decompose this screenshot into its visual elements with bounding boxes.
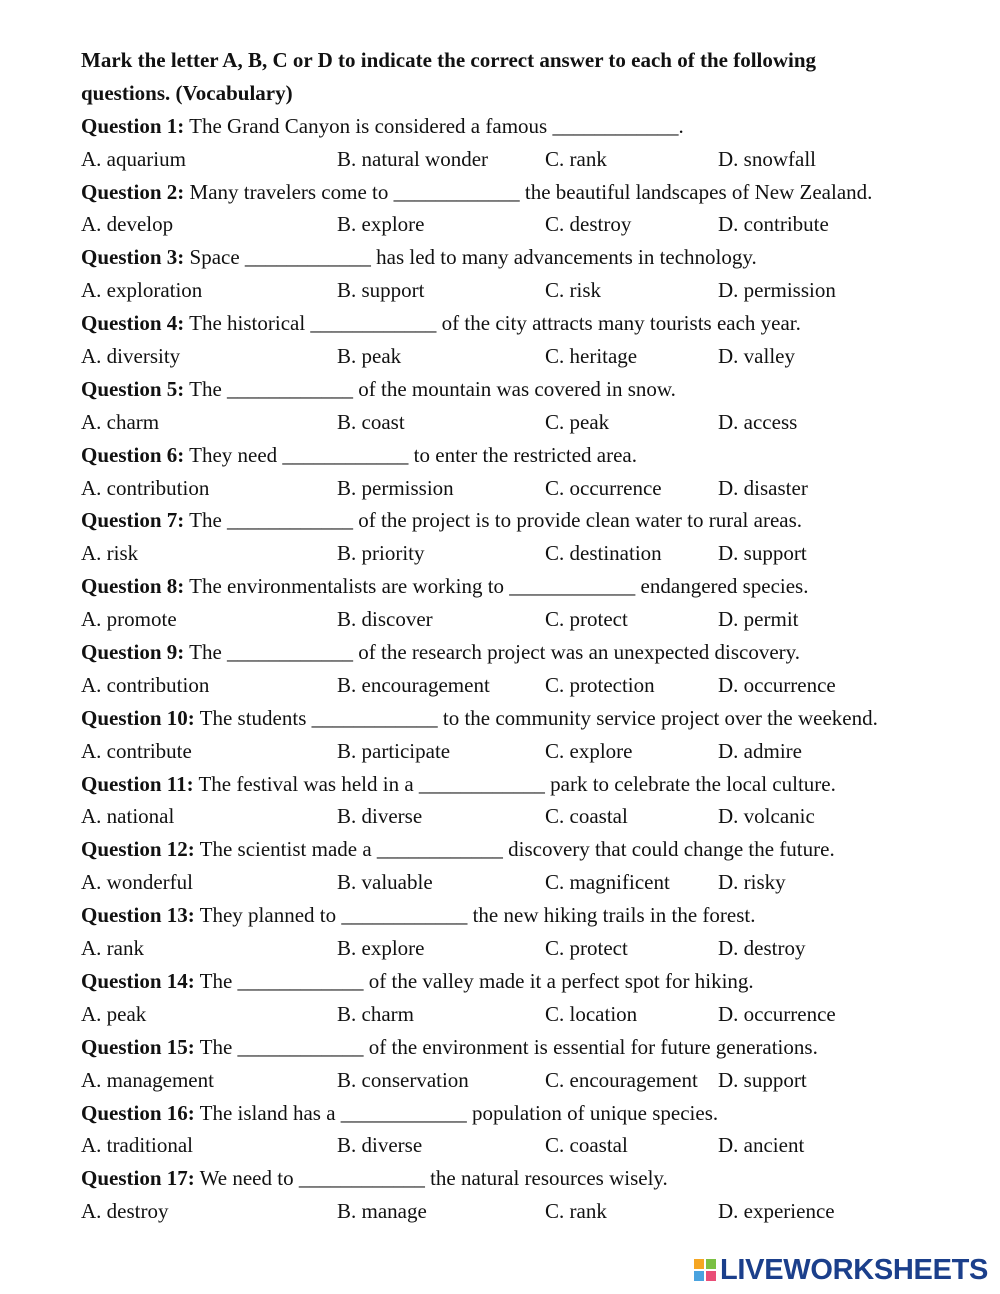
answer-options (81, 472, 981, 505)
question-label: Question 14: (81, 968, 195, 993)
option-b[interactable]: B. explore (337, 212, 425, 237)
answer-options (81, 1129, 981, 1162)
option-d[interactable]: D. admire (718, 738, 802, 763)
option-c[interactable]: C. coastal (545, 804, 628, 829)
question-text: The ____________ of the project is to provide clean water to rural areas. (184, 508, 803, 533)
option-c[interactable]: C. destroy (545, 212, 632, 237)
question-15 (81, 1031, 981, 1064)
mark-square-1 (694, 1259, 704, 1269)
question-text: The students ____________ to the community service project over the weekend. (194, 705, 878, 730)
option-a[interactable]: A. promote (81, 607, 177, 632)
question-2 (81, 176, 981, 209)
question-text: The ____________ of the valley made it a perfect spot for hiking. (194, 968, 754, 993)
option-d[interactable]: D. snowfall (718, 146, 816, 171)
option-a[interactable]: A. peak (81, 1001, 147, 1026)
question-label: Question 4: (81, 311, 185, 336)
option-a[interactable]: A. contribution (81, 475, 210, 500)
question-label: Question 8: (81, 574, 185, 599)
question-label: Question 6: (81, 442, 185, 467)
option-d[interactable]: D. access (718, 409, 798, 434)
option-a[interactable]: A. national (81, 804, 175, 829)
option-a[interactable]: A. wonderful (81, 870, 193, 895)
question-7 (81, 504, 981, 537)
option-c[interactable]: C. protect (545, 607, 628, 632)
liveworksheets-wordmark: LIVEWORKSHEETS (720, 1254, 989, 1286)
question-text: The historical ____________ of the city attracts many tourists each year. (184, 311, 801, 336)
option-c[interactable]: C. protection (545, 672, 655, 697)
mark-square-4 (706, 1271, 716, 1281)
question-label: Question 11: (81, 771, 194, 796)
question-13 (81, 899, 981, 932)
question-label: Question 1: (81, 113, 185, 138)
question-1 (81, 110, 981, 143)
question-label: Question 2: (81, 179, 185, 204)
option-b[interactable]: B. participate (337, 738, 451, 763)
option-d[interactable]: D. ancient (718, 1133, 805, 1158)
question-text: The festival was held in a ____________ park to celebrate the local culture. (193, 771, 836, 796)
question-16 (81, 1097, 981, 1130)
question-label: Question 3: (81, 245, 185, 270)
option-d[interactable]: D. permit (718, 607, 799, 632)
option-d[interactable]: D. valley (718, 344, 795, 369)
answer-options (81, 340, 981, 373)
answer-options (81, 537, 981, 570)
option-d[interactable]: D. destroy (718, 936, 806, 961)
option-c[interactable]: C. occurrence (545, 475, 662, 500)
answer-options (81, 208, 981, 241)
answer-options (81, 143, 981, 176)
question-text: Many travelers come to ____________ the beautiful landscapes of New Zealand. (184, 179, 873, 204)
answer-options (81, 998, 981, 1031)
question-9 (81, 636, 981, 669)
option-b[interactable]: B. support (337, 278, 425, 303)
option-a[interactable]: A. develop (81, 212, 174, 237)
option-b[interactable]: B. peak (337, 344, 402, 369)
option-d[interactable]: D. occurrence (718, 1001, 836, 1026)
question-text: The environmentalists are working to ____________ endangered species. (184, 574, 809, 599)
question-8 (81, 570, 981, 603)
question-10 (81, 702, 981, 735)
option-c[interactable]: C. destination (545, 541, 662, 566)
question-label: Question 15: (81, 1034, 195, 1059)
question-label: Question 16: (81, 1100, 195, 1125)
option-c[interactable]: C. encouragement (545, 1067, 698, 1092)
option-b[interactable]: B. manage (337, 1199, 427, 1224)
option-c[interactable]: C. heritage (545, 344, 638, 369)
question-text: The island has a ____________ population of unique species. (194, 1100, 719, 1125)
answer-options (81, 603, 981, 636)
question-4 (81, 307, 981, 340)
liveworksheets-mark-icon (694, 1259, 716, 1281)
answer-options (81, 800, 981, 833)
option-b[interactable]: B. conservation (337, 1067, 469, 1092)
option-a[interactable]: A. charm (81, 409, 160, 434)
option-c[interactable]: C. explore (545, 738, 633, 763)
option-a[interactable]: A. rank (81, 936, 144, 961)
question-label: Question 13: (81, 903, 195, 928)
question-label: Question 7: (81, 508, 185, 533)
question-text: The ____________ of the mountain was covered in snow. (184, 376, 676, 401)
question-17 (81, 1162, 981, 1195)
option-c[interactable]: C. magnificent (545, 870, 670, 895)
option-c[interactable]: C. rank (545, 146, 607, 171)
option-d[interactable]: D. risky (718, 870, 786, 895)
option-c[interactable]: C. risk (545, 278, 602, 303)
option-a[interactable]: A. risk (81, 541, 139, 566)
question-label: Question 9: (81, 640, 185, 665)
option-b[interactable]: B. charm (337, 1001, 414, 1026)
question-5 (81, 373, 981, 406)
option-d[interactable]: D. experience (718, 1199, 835, 1224)
answer-options (81, 866, 981, 899)
question-label: Question 10: (81, 705, 195, 730)
option-a[interactable]: A. traditional (81, 1133, 193, 1158)
option-c[interactable]: C. rank (545, 1199, 607, 1224)
option-c[interactable]: C. peak (545, 409, 610, 434)
answer-options (81, 1195, 981, 1228)
option-b[interactable]: B. discover (337, 607, 433, 632)
answer-options (81, 932, 981, 965)
answer-options (81, 669, 981, 702)
option-a[interactable]: A. aquarium (81, 146, 186, 171)
instructions-line-2: questions. (Vocabulary) (81, 80, 293, 105)
question-12 (81, 833, 981, 866)
option-a[interactable]: A. contribute (81, 738, 192, 763)
answer-options (81, 274, 981, 307)
question-text: The Grand Canyon is considered a famous ____________. (184, 113, 684, 138)
option-d[interactable]: D. occurrence (718, 672, 836, 697)
question-label: Question 5: (81, 376, 185, 401)
option-a[interactable]: A. management (81, 1067, 214, 1092)
question-11 (81, 768, 981, 801)
option-a[interactable]: A. diversity (81, 344, 181, 369)
question-text: The scientist made a ____________ discovery that could change the future. (194, 837, 835, 862)
question-text: The ____________ of the research project was an unexpected discovery. (184, 640, 801, 665)
option-c[interactable]: C. protect (545, 936, 628, 961)
option-d[interactable]: D. support (718, 541, 807, 566)
option-b[interactable]: B. diverse (337, 804, 423, 829)
worksheet (81, 44, 981, 1228)
answer-options (81, 406, 981, 439)
option-a[interactable]: A. exploration (81, 278, 203, 303)
question-3 (81, 241, 981, 274)
option-b[interactable]: B. explore (337, 936, 425, 961)
option-b[interactable]: B. coast (337, 409, 405, 434)
answer-options (81, 1064, 981, 1097)
option-c[interactable]: C. location (545, 1001, 638, 1026)
instructions-line-1: Mark the letter A, B, C or D to indicate the correct answer to each of the following (81, 48, 817, 72)
option-b[interactable]: B. natural wonder (337, 146, 489, 171)
question-list (81, 110, 981, 1228)
option-a[interactable]: A. contribution (81, 672, 210, 697)
option-b[interactable]: B. diverse (337, 1133, 423, 1158)
option-b[interactable]: B. permission (337, 475, 454, 500)
mark-square-2 (706, 1259, 716, 1269)
liveworksheets-logo (694, 1255, 988, 1285)
option-b[interactable]: B. valuable (337, 870, 433, 895)
question-text: The ____________ of the environment is essential for future generations. (194, 1034, 818, 1059)
answer-options (81, 735, 981, 768)
question-6 (81, 439, 981, 472)
option-d[interactable]: D. volcanic (718, 804, 815, 829)
option-d[interactable]: D. contribute (718, 212, 829, 237)
question-label: Question 12: (81, 837, 195, 862)
option-b[interactable]: B. encouragement (337, 672, 490, 697)
question-text: They need ____________ to enter the restricted area. (184, 442, 637, 467)
mark-square-3 (694, 1271, 704, 1281)
option-a[interactable]: A. destroy (81, 1199, 169, 1224)
option-d[interactable]: D. support (718, 1067, 807, 1092)
option-c[interactable]: C. coastal (545, 1133, 628, 1158)
option-b[interactable]: B. priority (337, 541, 425, 566)
question-14 (81, 965, 981, 998)
option-d[interactable]: D. permission (718, 278, 836, 303)
question-text: Space ____________ has led to many advancements in technology. (184, 245, 757, 270)
option-d[interactable]: D. disaster (718, 475, 808, 500)
question-text: They planned to ____________ the new hiking trails in the forest. (194, 903, 756, 928)
question-label: Question 17: (81, 1166, 195, 1191)
question-text: We need to ____________ the natural resources wisely. (194, 1166, 668, 1191)
